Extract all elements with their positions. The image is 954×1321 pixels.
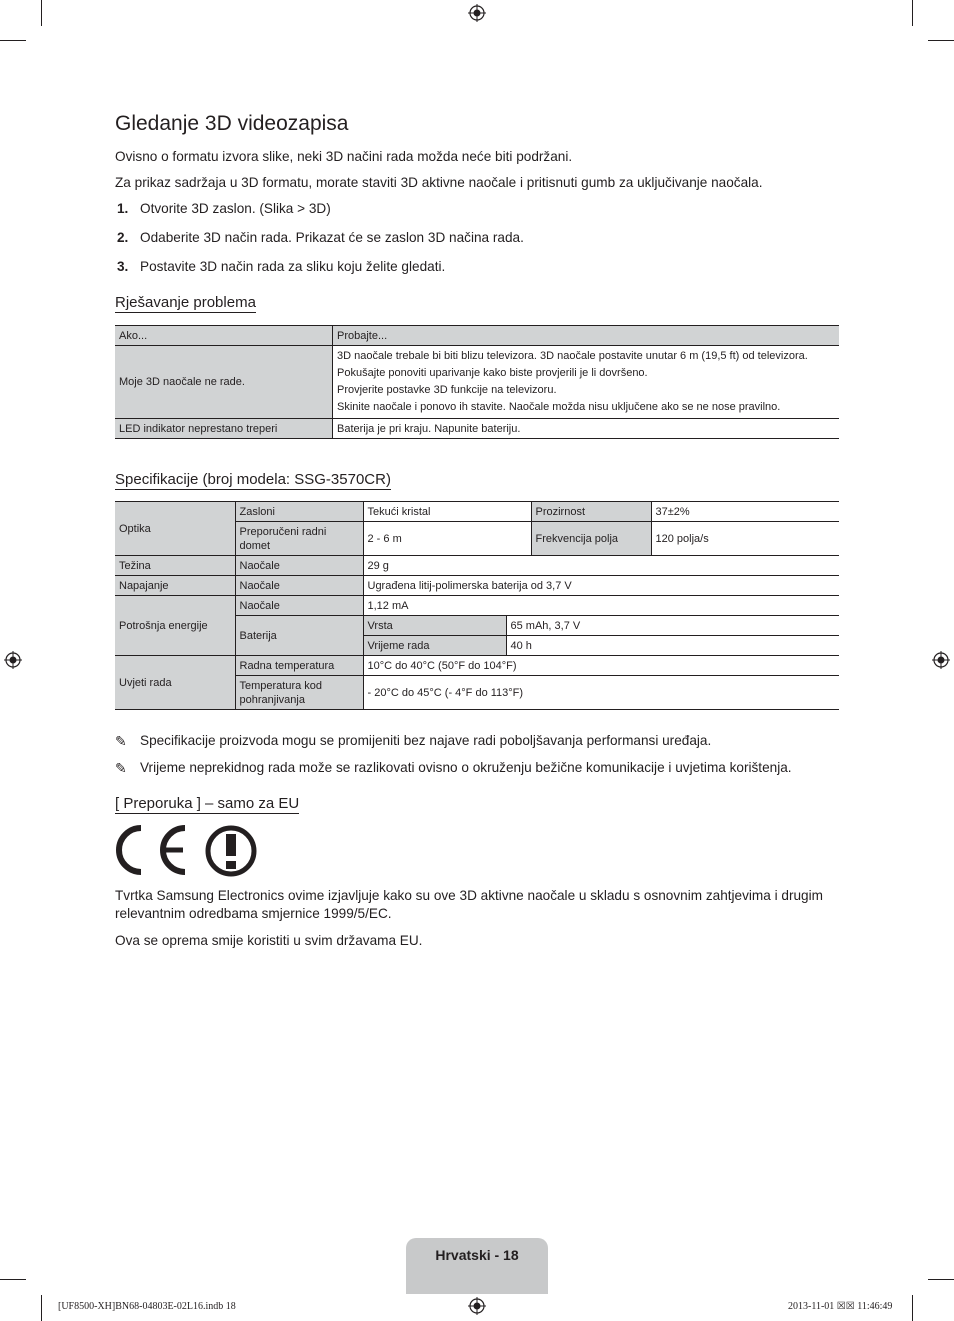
specs-heading: Specifikacije (broj modela: SSG-3570CR) — [115, 471, 391, 488]
table-row: Potrošnja energije Naočale 1,12 mA — [115, 596, 839, 616]
crop-mark — [928, 1279, 954, 1280]
table-row: Temperatura kod pohranjivanja - 20°C do 45°C (- 4°F do 113°F) — [115, 676, 839, 710]
note-text: Vrijeme neprekidnog rada može se razlikovati ovisno o okruženju bežične komunikacije i uvjetima korištenja. — [140, 760, 792, 775]
crop-mark — [912, 0, 913, 26]
step-text: Otvorite 3D zaslon. (Slika > 3D) — [140, 201, 331, 216]
intro-paragraph: Ovisno o formatu izvora slike, neki 3D načini rada možda neće biti podržani. — [115, 149, 573, 164]
step-text: Odaberite 3D način rada. Prikazat će se zaslon 3D načina rada. — [140, 230, 524, 245]
table-row: Vrijeme rada 40 h — [115, 636, 839, 656]
note-pencil-icon: ✎ — [115, 733, 127, 749]
step-number: 1. — [117, 201, 129, 216]
page-title: Gledanje 3D videozapisa — [115, 112, 349, 135]
registration-mark-icon — [468, 4, 486, 22]
table-header-row — [115, 326, 839, 346]
crop-mark — [41, 1295, 42, 1321]
crop-mark — [0, 1279, 26, 1280]
table-row: Preporučeni radni domet 2 - 6 m Frekvencija polja 120 polja/s — [115, 522, 839, 556]
recommendation-paragraph: Ova se oprema smije koristiti u svim državama EU. — [115, 933, 423, 948]
troubleshoot-table — [115, 325, 839, 439]
problem-cell: LED indikator neprestano treperi — [115, 419, 333, 439]
problem-cell: Moje 3D naočale ne rade. — [115, 346, 333, 419]
registration-mark-icon — [4, 651, 22, 669]
print-timestamp: 2013-11-01 ☒☒ 11:46:49 — [788, 1301, 893, 1312]
table-row: Težina Naočale 29 g — [115, 556, 839, 576]
step-number: 2. — [117, 230, 129, 245]
table-row — [115, 346, 839, 419]
step-text: Postavite 3D način rada za sliku koju želite gledati. — [140, 259, 446, 274]
registration-mark-icon — [932, 651, 950, 669]
page-number-tab: Hrvatski - 18 — [406, 1238, 548, 1294]
specs-table — [115, 501, 839, 710]
recommendation-heading: [ Preporuka ] – samo za EU — [115, 795, 300, 812]
intro-paragraph: Za prikaz sadržaja u 3D formatu, morate staviti 3D aktivne naočale i pritisnuti gumb za uključivanje naočala. — [115, 175, 763, 190]
menu-3d: 3D — [308, 201, 327, 216]
alert-mark-icon — [204, 824, 258, 878]
table-row: Baterija Vrsta 65 mAh, 3,7 V — [115, 616, 839, 636]
note-text: Specifikacije proizvoda mogu se promijeniti bez najave radi poboljšavanja performansi uređaja. — [140, 733, 712, 748]
note-pencil-icon: ✎ — [115, 760, 127, 776]
solution-cell: Baterija je pri kraju. Napunite bateriju. — [333, 419, 840, 439]
crop-mark — [928, 40, 954, 41]
table-row — [115, 419, 839, 439]
column-header: Probajte... — [333, 326, 840, 346]
column-header: Ako... — [115, 326, 333, 346]
file-info: [UF8500-XH]BN68-04803E-02L16.indb 18 — [58, 1301, 236, 1312]
table-row: Optika Zasloni Tekući kristal Prozirnost 37±2% — [115, 502, 839, 522]
menu-slika: Slika — [263, 201, 294, 216]
crop-mark — [41, 0, 42, 26]
registration-mark-icon — [468, 1297, 486, 1315]
table-row: Uvjeti rada Radna temperatura 10°C do 40°C (50°F do 104°F) — [115, 656, 839, 676]
recommendation-paragraph: Tvrtka Samsung Electronics ovime izjavljuje kako su ove 3D aktivne naočale u skladu s osnovnim zahtjevima i drugim relevantnim odredbama smjernice 1999/5/EC. — [115, 888, 823, 921]
crop-mark — [0, 40, 26, 41]
troubleshoot-heading: Rješavanje problema — [115, 294, 256, 311]
solution-cell: 3D naočale trebale bi biti blizu televizora. 3D naočale postavite unutar 6 m (19,5 ft) od televizora. Pokušajte ponoviti uparivanje kako biste provjerili je li dovršeno. Provjerite postavke 3D funkcije na televizoru. Skinite naočale i ponovo ih stavite. Naočale možda nisu uključene ako se ne nose pravilno. — [333, 346, 840, 419]
crop-mark — [912, 1295, 913, 1321]
step-number: 3. — [117, 259, 129, 274]
table-row: Napajanje Naočale Ugrađena litij-polimerska baterija od 3,7 V — [115, 576, 839, 596]
